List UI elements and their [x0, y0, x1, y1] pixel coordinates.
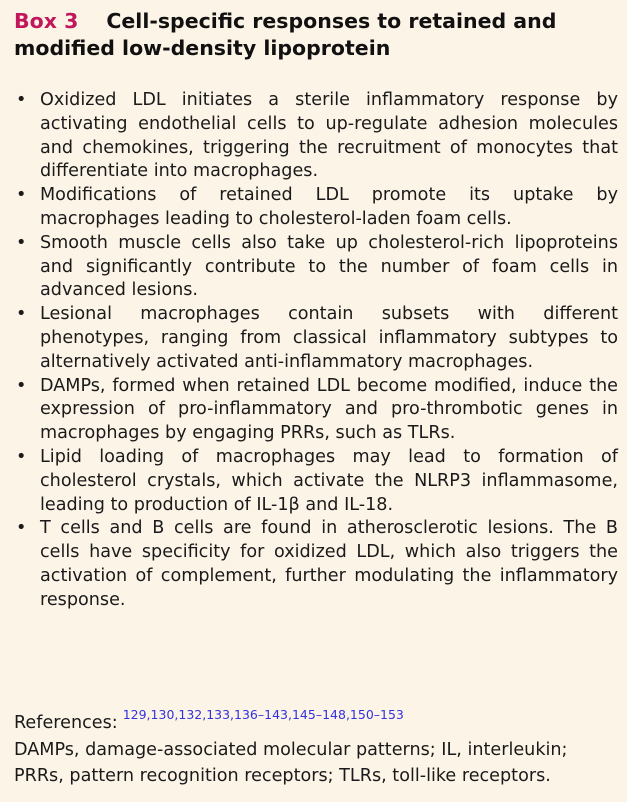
references-label: References: — [14, 713, 118, 733]
references-line — [14, 707, 404, 736]
bullet-dot-icon: • — [16, 304, 27, 325]
bullet-dot-icon: • — [16, 90, 27, 110]
reference-links[interactable]: 129,130,132,133,136–143,145–148,150–153 — [122, 707, 404, 722]
bullet-dot-icon: • — [16, 518, 27, 539]
bullet-dot-icon: • — [16, 232, 27, 253]
bullet-item — [14, 303, 618, 374]
bullet-item — [14, 517, 618, 612]
box-label: Box 3 — [14, 9, 79, 33]
bullet-text: DAMPs, formed when retained LDL become modified, induce the expression of pro-inflammatory and pro-thrombotic genes in macrophages by engaging PRRs, such as TLRs. — [40, 375, 618, 444]
bullet-dot-icon: • — [16, 185, 27, 206]
bullet-item — [14, 232, 618, 303]
bullet-item — [14, 184, 618, 232]
bullet-text: Modifications of retained LDL promote its uptake by macrophages leading to cholesterol-laden foam cells. — [40, 185, 618, 229]
abbreviations-note: DAMPs, damage-associated molecular patterns; IL, interleukin; PRRs, pattern recognition receptors; TLRs, toll-like receptors. — [14, 740, 568, 786]
bullet-text: Oxidized LDL initiates a sterile inflammatory response by activating endothelial cells to up-regulate adhesion molecules and chemokines, triggering the recruitment of monocytes that differentiate into macrophages. — [40, 90, 618, 182]
bullet-text: Lipid loading of macrophages may lead to formation of cholesterol crystals, which activate the NLRP3 inflammasome, leading to production of IL-1β and IL-18. — [40, 446, 618, 515]
box-heading — [14, 8, 619, 62]
bullet-item — [14, 89, 618, 184]
bullet-text: Lesional macrophages contain subsets with different phenotypes, ranging from classical inflammatory subtypes to alternatively activated anti-inflammatory macrophages. — [40, 304, 618, 372]
bullet-dot-icon: • — [16, 375, 27, 396]
bullet-item — [14, 375, 618, 446]
box-title: Cell-specific responses to retained and modified low-density lipoprotein — [14, 9, 557, 60]
bullet-dot-icon: • — [16, 446, 27, 467]
bullet-list — [14, 89, 618, 613]
bullet-text: T cells and B cells are found in atherosclerotic lesions. The B cells have specificity for oxidized LDL, which also triggers the activation of complement, further modulating the inflammatory response. — [40, 518, 618, 610]
bullet-item — [14, 446, 618, 517]
bullet-text: Smooth muscle cells also take up cholesterol-rich lipoproteins and significantly contribute to the number of foam cells in advanced lesions. — [40, 232, 618, 301]
